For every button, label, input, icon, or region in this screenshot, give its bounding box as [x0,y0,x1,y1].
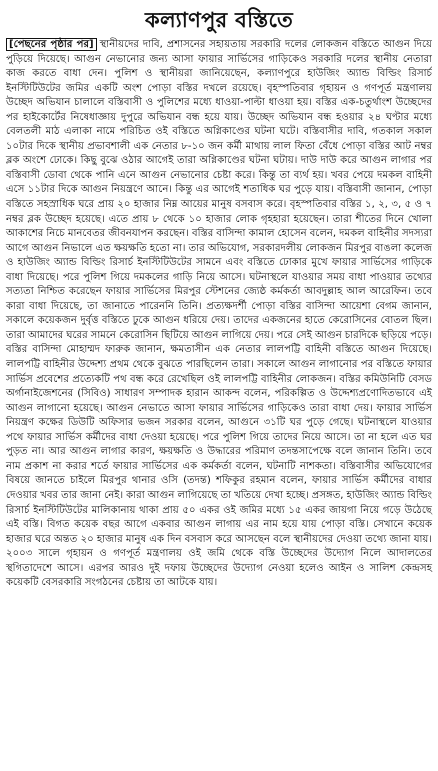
article-headline: কল্যাণপুর বস্তিতে [144,8,294,32]
article-body-text: স্থানীয়দের দাবি, প্রশাসনের সহায়তায় সরকারি দলের লোকজন বস্তিতে আগুন দিয়ে পুড়িয়ে দিয়েছে। আগুন নেভানোর জন্য আসা ফায়ার সার্ভিসের গাড়িকেও সরকারি দলের স্থানীয় নেতারা কাজ করতে বাধা দেন। পুলিশ ও স্থানীয়রা জানিয়েছেন, কল্যাণপুরে হাউজিং অ্যান্ড বিল্ডিং রিসার্চ ইনস্টিটিউটের জমির একটি অংশ পোড়া বস্তির দখলে রয়েছে। বৃহস্পতিবার গৃহায়ন ও গণপূর্ত মন্ত্রণালয় উচ্ছেদ অভিযান চালালে বস্তিবাসী ও পুলিশের মধ্যে ধাওয়া-পাল্টা ধাওয়া হয়। বস্তির এক-চতুর্থাংশ উচ্ছেদের পর হাইকোর্টের নিষেধাজ্ঞায় দুপুরে অভিযান বন্ধ হয়ে যায়। উচ্ছেদ অভিযান বন্ধ হওয়ার ২৪ ঘণ্টার মধ্যে বেলতলী মাঠ এলাকা নামে পরিচিত ওই বস্তিতে অগ্নিকাণ্ডের ঘটনা ঘটে। বস্তিবাসীর দাবি, গতকাল সকাল ১০টার দিকে স্থানীয় প্রভাবশালী এক নেতার ৮-১০ জন কর্মী মাথায় লাল ফিতা বেঁধে পোড়া বস্তির আট নম্বর ব্লক অংশে ঢোকে। কিছু বুঝে ওঠার আগেই তারা অগ্নিকাণ্ডের ঘটনা ঘটায়। দাউ দাউ করে আগুন লাগার পর বস্তিবাসী ডোবা থেকে পানি এনে আগুন নেভানোর চেষ্টা করে। কিন্তু তা ব্যর্থ হয়। খবর পেয়ে দমকল বাহিনী এসে ১১টার দিকে আগুন নিয়ন্ত্রণে আনে। কিন্তু এর আগেই শতাধিক ঘর পুড়ে যায়। বস্তিবাসী জানান, পোড়া বস্তিতে সহস্রাধিক ঘরে প্রায় ২০ হাজার নিম্ন আয়ের মানুষ বসবাস করে। বৃহস্পতিবার বস্তির ১, ২, ৩, ৫ ও ৭ নম্বর ব্লক উচ্ছেদ হয়েছে। এতে প্রায় ৮ থেকে ১০ হাজার লোক গৃহহারা হয়েছেন। তারা শীতের দিনে খোলা আকাশের নিচে মানবেতর জীবনযাপন করছেন। বস্তির বাসিন্দা কামাল হোসেন বলেন, দমকল বাহিনীর সদস্যরা আগে আগুন নিভালে এত ক্ষয়ক্ষতি হতো না। তার অভিযোগ, সরকারদলীয় লোকজন মিরপুর বাঙলা কলেজ ও হাউজিং অ্যান্ড বিল্ডিং রিসার্চ ইনস্টিটিউটের সামনে এবং বস্তিতে ঢোকার মুখে ফায়ার সার্ভিসের গাড়িকে বাধা দিয়েছে। পরে পুলিশ গিয়ে দমকলের গাড়ি নিয়ে আসে। ঘটনাস্থলে যাওয়ার সময় বাধা পাওয়ার তথ্যের সত্যতা নিশ্চিত করেছেন ফায়ার সার্ভিসের মিরপুর স্টেশনের জ্যেষ্ঠ কর্মকর্তা আবদুল্লাহ আল আরেফিন। তবে কারা বাধা দিয়েছে, তা জানাতে পারেননি তিনি। প্রত্যক্ষদর্শী পোড়া বস্তির বাসিন্দা আয়েশা বেগম জানান, সকালে কয়েকজন দুর্বৃত্ত বস্তিতে ঢুকে আগুন ধরিয়ে দেয়। তাদের একজনের হাতে কেরোসিনের বোতল ছিল। তারা আমাদের ঘরের সামনে কেরোসিন ছিটিয়ে আগুন লাগিয়ে দেয়। পরে সেই আগুন চারদিকে ছড়িয়ে পড়ে। বস্তির বাসিন্দা মোহাম্মদ ফারুক জানান, ক্ষমতাসীন এক নেতার লালপট্টি বাহিনী বস্তিতে আগুন দিয়েছে। লালপট্টি বাহিনীর উদ্দেশ্য প্রথম থেকে বুঝতে পারছিলেন তারা। সকালে আগুন লাগানোর পর বস্তিতে ফায়ার সার্ভিস প্রবেশের প্রত্যেকটি পথ বন্ধ করে রেখেছিল ওই লালপট্টি বাহিনীর লোকজন। বস্তির কমিউনিটি বেসড অর্গানাইজেশনের (সিবিও) সাধারণ সম্পাদক হারান আকন্দ বলেন, পরিকল্পিত ও উদ্দেশ্যপ্রণোদিতভাবে এই আগুন লাগানো হয়েছে। আগুন নেভাতে আসা ফায়ার সার্ভিসের গাড়িকেও তারা বাধা দেয়। ফায়ার সার্ভিস নিয়ন্ত্রণ কক্ষের ডিউটি অফিসার ভজন সরকার বলেন, আগুনে ৩১টি ঘর পুড়ে গেছে। ঘটনাস্থলে যাওয়ার পথে ফায়ার সার্ভিস কর্মীদের বাধা দেওয়া হয়েছে। পরে পুলিশ গিয়ে তাদের নিয়ে আসে। তা না হলে এত ঘর পুড়ত না। আর আগুন লাগার কারণ, ক্ষয়ক্ষতি ও উদ্ধারের পরিমাণ তদন্তসাপেক্ষে বলে জানান তিনি। তবে নাম প্রকাশ না করার শর্তে ফায়ার সার্ভিসের এক কর্মকর্তা বলেন, ঘটনাটি নাশকতা। বস্তিবাসীর অভিযোগের বিষয়ে জানতে চাইলে মিরপুর থানার ওসি (তদন্ত) শফিকুর রহমান বলেন, ফায়ার সার্ভিস কর্মীদের বাধার দেওয়ার খবর তার জানা নেই। কারা আগুন লাগিয়েছে তা খতিয়ে দেখা হচ্ছে। প্রসঙ্গত, হাউজিং অ্যান্ড বিল্ডিং রিসার্চ ইনস্টিটিউটের মালিকানায় থাকা প্রায় ৫০ একর ওই জমির মধ্যে ১৫ একর জায়গা নিয়ে গড়ে উঠেছে এই বস্তি। বিগত কয়েক বছর আগে একবার আগুন লাগায় এর নাম হয়ে যায় পোড়া বস্তি। সেখানে কয়েক হাজার ঘরে অন্তত ২০ হাজার মানুষ এক দিন বসবাস করে আসছেন বলে স্থানীয়দের দেওয়া তথ্যে জানা যায়। ২০০৩ সালে গৃহায়ন ও গণপূর্ত মন্ত্রণালয় ওই জমি থেকে বস্তি উচ্ছেদের উদ্যোগ নিলে আদালতের স্থগিতাদেশে আসে। এরপর আরও দুই দফায় উচ্ছেদের উদ্যোগ নেওয়া হলেও আইন ও সালিশ কেন্দ্রসহ কয়েকটি বেসরকারি সংগঠনের চেষ্টায় তা আটকে যায়। [6,39,432,589]
article-body [6,38,432,591]
continued-from-tag: [পেছনের পৃষ্ঠার পর] [6,38,97,51]
